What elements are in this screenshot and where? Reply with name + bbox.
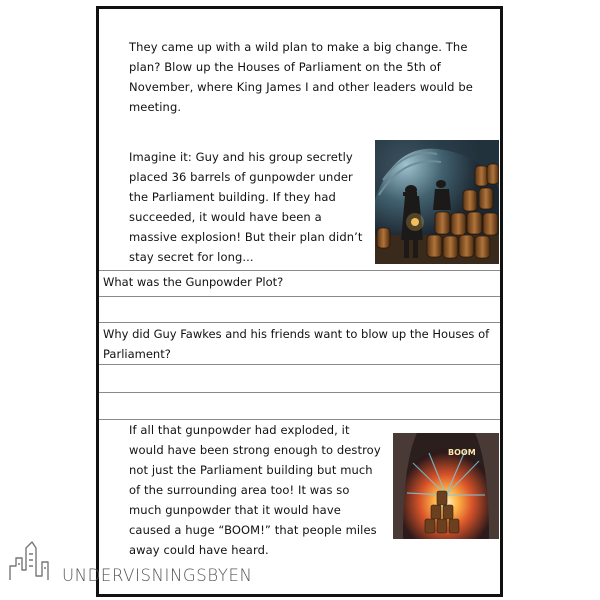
answer-line-bottom (99, 322, 500, 323)
worksheet-page (96, 6, 503, 597)
cellar-illustration-svg (375, 140, 499, 264)
answer-line-2 (99, 392, 500, 393)
paragraph-imagine: Imagine it: Guy and his group secretly placed 36 barrels of gunpowder under the Parliament building. If they had succeeded, it would have been a massive explosion! But their plan didn’t stay secret for long... (129, 150, 363, 264)
paragraph-explosion: If all that gunpowder had exploded, it would have been strong enough to destroy not just the Parliament building but much of the surrounding area too! It was so much gunpowder that it would have caused a huge “BOOM!” that people miles away could have heard. (129, 423, 381, 557)
question-1: What was the Gunpowder Plot? (103, 275, 284, 289)
paragraph-plan: They came up with a wild plan to make a big change. The plan? Blow up the Houses of Parliament on the 5th of November, where King James I and other leaders would be meeting. (129, 40, 473, 114)
watermark-brand: UNDERVISNINGSBYEN (62, 566, 253, 585)
explosion-illustration (393, 433, 499, 539)
answer-line-top (99, 296, 500, 297)
boom-sign: BOOM (448, 448, 476, 457)
divider (99, 270, 500, 271)
cellar-illustration (375, 140, 499, 264)
city-skyline-icon (8, 540, 68, 584)
question-2: Why did Guy Fawkes and his friends want to blow up the Houses of Parliament? (103, 327, 490, 361)
answer-line-1 (99, 364, 500, 365)
explosion-illustration-svg (393, 433, 499, 539)
